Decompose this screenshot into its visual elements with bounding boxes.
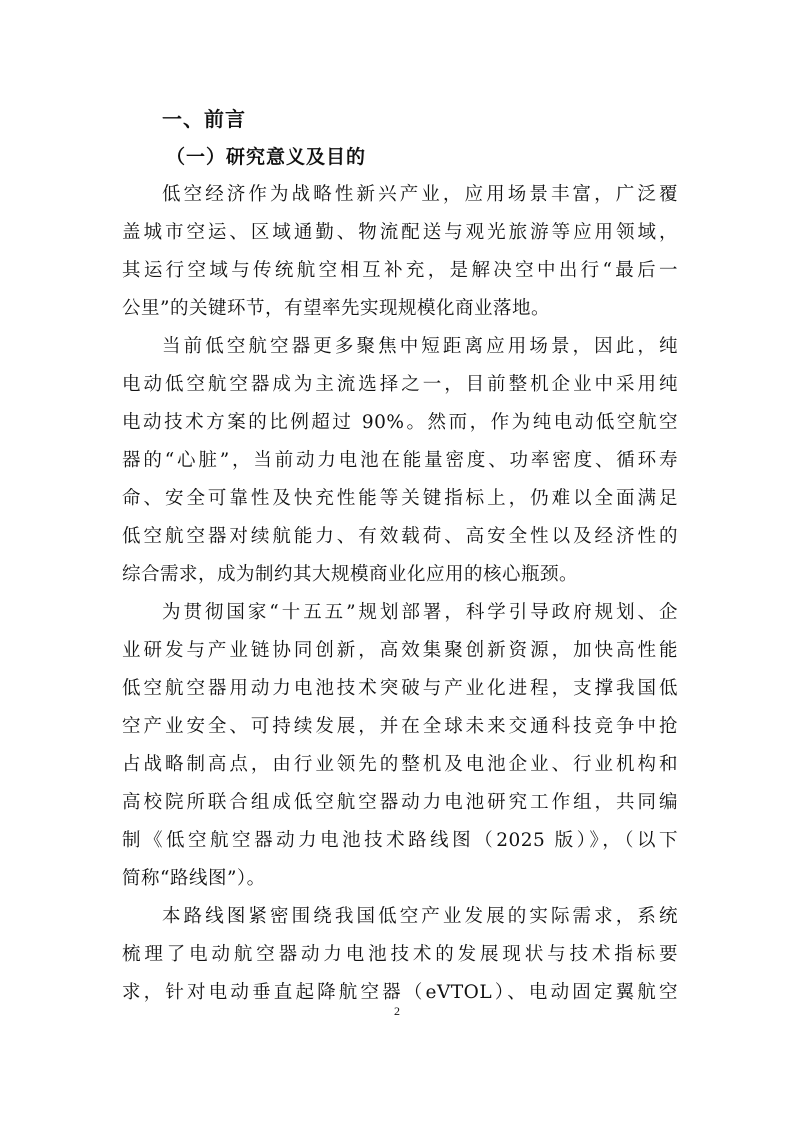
paragraph-line: 求，针对电动垂直起降航空器（eVTOL）、电动固定翼航空 <box>122 982 678 1003</box>
paragraph-line: 高校院所联合组成低空航空器动力电池研究工作组，共同编 <box>122 792 678 813</box>
paragraph-line: 器的“心脏”，当前动力电池在能量密度、功率密度、循环寿 <box>122 450 678 471</box>
paragraph-line: 电动低空航空器成为主流选择之一，目前整机企业中采用纯 <box>122 374 678 395</box>
paragraph-2 <box>122 328 678 594</box>
paragraph-line: 电动技术方案的比例超过 90%。然而，作为纯电动低空航空 <box>122 412 678 433</box>
paragraph-line: 综合需求，成为制约其大规模商业化应用的核心瓶颈。 <box>122 564 579 585</box>
paragraph-line: 为贯彻国家“十五五”规划部署，科学引导政府规划、企 <box>162 602 678 623</box>
paragraph-line: 命、安全可靠性及快充性能等关键指标上，仍难以全面满足 <box>122 488 678 509</box>
paragraph-line: 占战略制高点，由行业领先的整机及电池企业、行业机构和 <box>122 754 678 775</box>
paragraph-line: 业研发与产业链协同创新，高效集聚创新资源，加快高性能 <box>122 640 678 661</box>
paragraph-3 <box>122 594 678 898</box>
paragraph-line: 其运行空域与传统航空相互补充，是解决空中出行“最后一 <box>122 260 678 281</box>
paragraph-line: 制《低空航空器动力电池技术路线图（2025 版）》，（以下 <box>122 830 678 851</box>
paragraph-line: 梳理了电动航空器动力电池技术的发展现状与技术指标要 <box>122 944 678 965</box>
paragraph-4 <box>122 898 678 1012</box>
paragraph-line: 低空航空器用动力电池技术突破与产业化进程，支撑我国低 <box>122 678 678 699</box>
paragraph-line: 当前低空航空器更多聚焦中短距离应用场景，因此，纯 <box>162 336 678 357</box>
paragraph-line: 本路线图紧密围绕我国低空产业发展的实际需求，系统 <box>162 906 678 927</box>
paragraph-line: 简称“路线图”）。 <box>122 868 266 889</box>
section-heading: 一、前言 <box>162 107 246 131</box>
subsection-heading: （一）研究意义及目的 <box>166 146 367 168</box>
page-number: 2 <box>394 1004 400 1018</box>
page-content <box>122 100 678 1012</box>
paragraph-line: 空产业安全、可持续发展，并在全球未来交通科技竞争中抢 <box>122 716 678 737</box>
paragraph-1 <box>122 176 678 328</box>
paragraph-line: 公里”的关键环节，有望率先实现规模化商业落地。 <box>122 298 550 319</box>
paragraph-line: 低空经济作为战略性新兴产业，应用场景丰富，广泛覆 <box>162 184 678 205</box>
paragraph-line: 盖城市空运、区域通勤、物流配送与观光旅游等应用领域， <box>122 222 678 243</box>
paragraph-line: 低空航空器对续航能力、有效载荷、高安全性以及经济性的 <box>122 526 678 547</box>
